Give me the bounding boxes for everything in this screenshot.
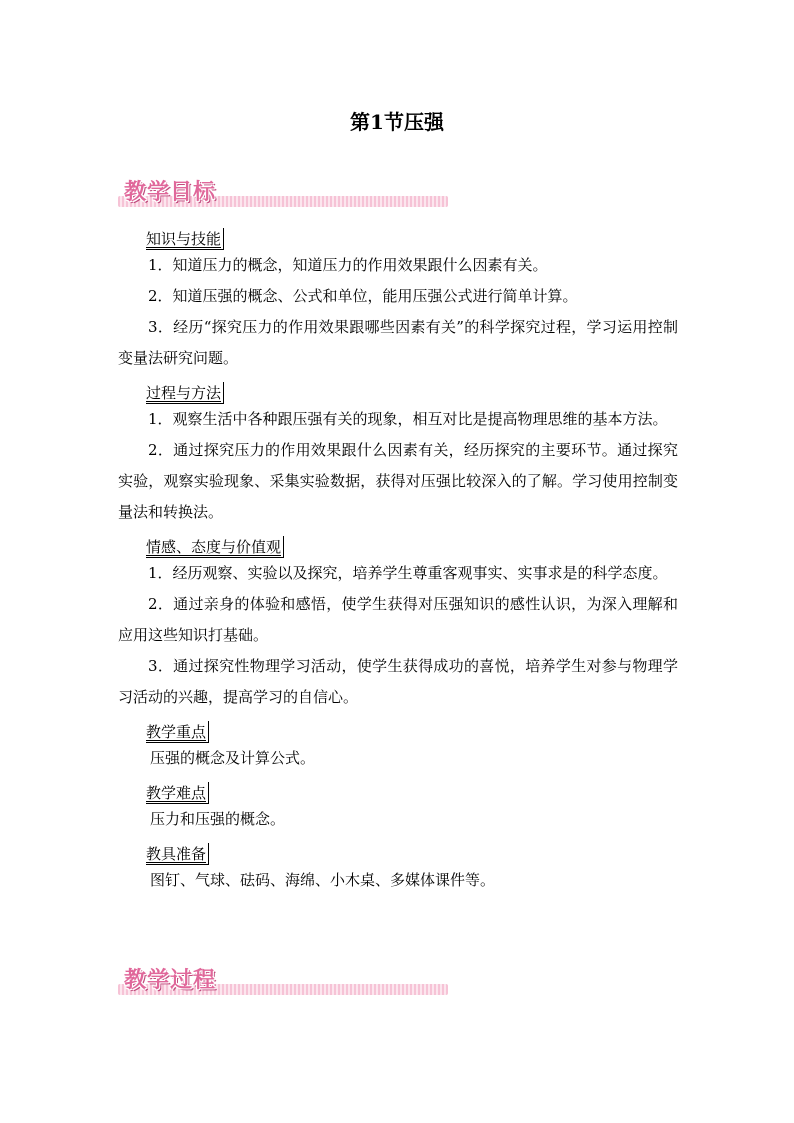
attitude-item-2: 2．通过亲身的体验和感悟，使学生获得对压强知识的感性认识，为深入理解和应用这些知识打基础。 xyxy=(118,595,678,644)
page-title: 第1节压强 xyxy=(350,110,444,134)
section-heading-process: 过程与方法 xyxy=(146,382,224,404)
section-heading-attitude: 情感、态度与价值观 xyxy=(146,536,284,558)
section-heading-materials: 教具准备 xyxy=(146,843,209,865)
teaching-process-banner xyxy=(118,966,448,1000)
section-heading-knowledge: 知识与技能 xyxy=(146,228,224,250)
knowledge-item-3: 3．经历“探究压力的作用效果跟哪些因素有关”的科学探究过程，学习运用控制变量法研究问题。 xyxy=(118,318,678,367)
document-body xyxy=(118,220,678,896)
process-item-1: 1．观察生活中各种跟压强有关的现象，相互对比是提高物理思维的基本方法。 xyxy=(148,410,668,428)
attitude-item-3: 3．通过探究性物理学习活动，使学生获得成功的喜悦，培养学生对参与物理学习活动的兴趣，提高学习的自信心。 xyxy=(118,657,678,706)
banner-label: 教学过程 xyxy=(124,968,217,993)
knowledge-item-1: 1．知道压力的概念，知道压力的作用效果跟什么因素有关。 xyxy=(148,256,548,274)
key-points-text: 压强的概念及计算公式。 xyxy=(150,749,316,767)
knowledge-item-2: 2．知道压强的概念、公式和单位，能用压强公式进行简单计算。 xyxy=(148,287,578,305)
materials-text: 图钉、气球、砝码、海绵、小木桌、多媒体课件等。 xyxy=(150,871,496,889)
section-heading-difficulties: 教学难点 xyxy=(146,782,209,804)
attitude-item-1: 1．经历观察、实验以及探究，培养学生尊重客观事实、实事求是的科学态度。 xyxy=(148,564,668,582)
teaching-goals-banner xyxy=(118,178,448,212)
process-item-2: 2．通过探究压力的作用效果跟什么因素有关，经历探究的主要环节。通过探究实验，观察实验现象、采集实验数据，获得对压强比较深入的了解。学习使用控制变量法和转换法。 xyxy=(118,441,678,521)
difficulties-text: 压力和压强的概念。 xyxy=(150,810,286,828)
banner-label: 教学目标 xyxy=(124,180,217,205)
section-heading-key-points: 教学重点 xyxy=(146,721,209,743)
